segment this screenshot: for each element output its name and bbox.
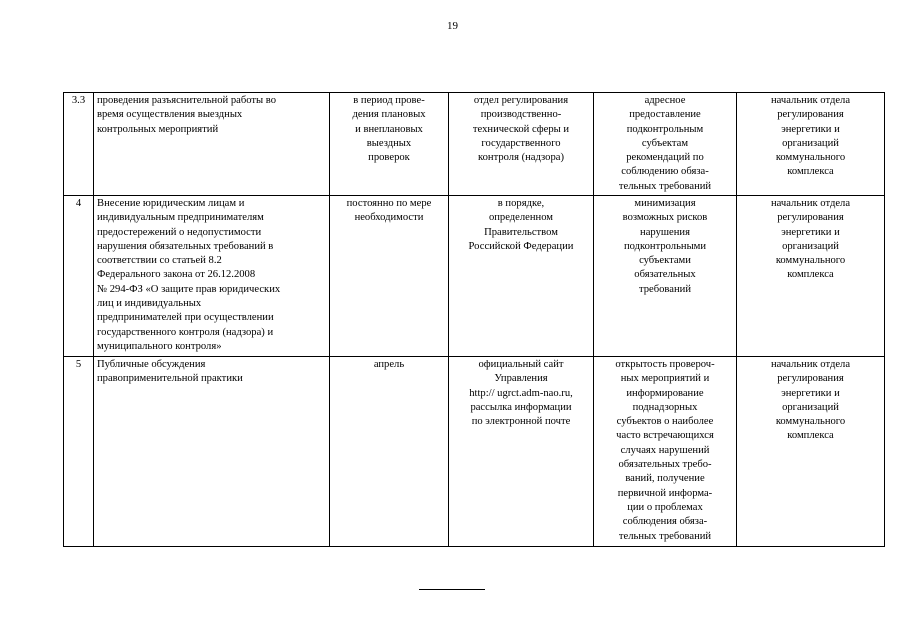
- row-number: 5: [64, 357, 94, 547]
- event-cell: Публичные обсуждения правоприменительной практики: [94, 357, 330, 547]
- table-row: [64, 357, 885, 547]
- footer-rule: [419, 589, 485, 590]
- table-row: [64, 196, 885, 357]
- result-cell: открытость провероч- ных мероприятий и информирование поднадзорных субъектов о наиболее часто встречающихся случаях нарушений обязательных требо- ваний, получение первичной информа- ции о проблемах соблюдения обяза- тельных требований: [594, 357, 737, 547]
- executor-cell: начальник отдела регулирования энергетики и организаций коммунального комплекса: [737, 357, 885, 547]
- term-cell: постоянно по мере необходимости: [330, 196, 449, 357]
- responsible-cell: в порядке, определенном Правительством Российской Федерации: [449, 196, 594, 357]
- event-cell: Внесение юридическим лицам и индивидуальным предпринимателям предостережений о недопустимости нарушения обязательных требований в соответствии со статьей 8.2 Федерального закона от 26.12.2008 № 294-ФЗ «О защите прав юридических лиц и индивидуальных предпринимателей при осуществлении государственного контроля (надзора) и муниципального контроля»: [94, 196, 330, 357]
- page-number: 19: [447, 20, 458, 32]
- executor-cell: начальник отдела регулирования энергетики и организаций коммунального комплекса: [737, 196, 885, 357]
- responsible-cell: официальный сайт Управления http:// ugrct.adm-nao.ru, рассылка информации по электронной почте: [449, 357, 594, 547]
- result-cell: минимизация возможных рисков нарушения подконтрольными субъектами обязательных требований: [594, 196, 737, 357]
- event-cell: проведения разъяснительной работы во время осуществления выездных контрольных мероприятий: [94, 93, 330, 196]
- result-cell: адресное предоставление подконтрольным субъектам рекомендаций по соблюдению обяза- тельных требований: [594, 93, 737, 196]
- row-number: 4: [64, 196, 94, 357]
- table-row: [64, 93, 885, 196]
- row-number: 3.3: [64, 93, 94, 196]
- responsible-cell: отдел регулирования производственно- технической сферы и государственного контроля (надзора): [449, 93, 594, 196]
- term-cell: в период прове- дения плановых и внеплановых выездных проверок: [330, 93, 449, 196]
- term-cell: апрель: [330, 357, 449, 547]
- measures-table: [63, 92, 885, 547]
- executor-cell: начальник отдела регулирования энергетики и организаций коммунального комплекса: [737, 93, 885, 196]
